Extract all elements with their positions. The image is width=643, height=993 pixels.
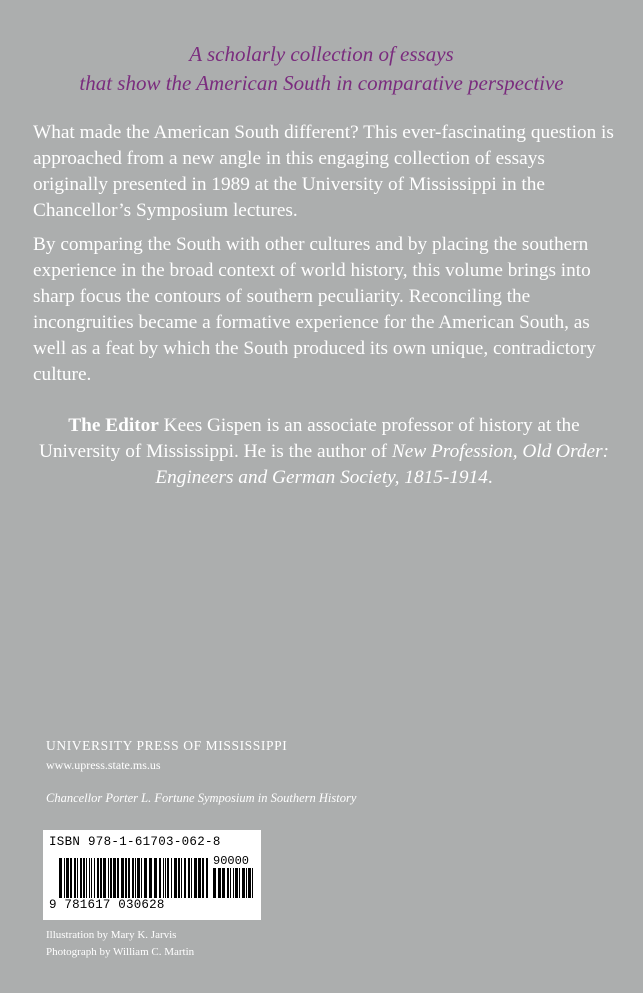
editor-label: The Editor bbox=[68, 415, 159, 436]
barcode-bar bbox=[246, 868, 247, 898]
barcode-bar bbox=[233, 868, 234, 898]
barcode-bar bbox=[77, 858, 78, 898]
barcode-bar bbox=[242, 868, 245, 898]
barcode-bar bbox=[163, 858, 164, 898]
barcode-bar bbox=[188, 858, 190, 898]
barcode-bar bbox=[74, 858, 76, 898]
barcode-bar bbox=[89, 858, 90, 898]
editor-end: . bbox=[487, 467, 493, 488]
barcode-bar bbox=[167, 858, 169, 898]
barcode-bar bbox=[191, 858, 192, 898]
description-paragraph-1: What made the American South different? This ever-fascinating question is approached from a new angle in this engaging collection of essays originally presented in 1989 at the University of Mississippi in the Chancellor’s Symposium lectures. bbox=[33, 122, 614, 221]
barcode-bar bbox=[184, 858, 186, 898]
barcode-bar bbox=[94, 858, 95, 898]
barcode-bar bbox=[128, 858, 130, 898]
barcode-bar bbox=[97, 858, 99, 898]
barcode-bar bbox=[235, 868, 238, 898]
publisher-name: UNIVERSITY PRESS OF MISSISSIPPI bbox=[46, 738, 288, 753]
tagline bbox=[0, 40, 643, 98]
barcode-digits: 9 781617 030628 bbox=[49, 898, 165, 912]
barcode-bar bbox=[80, 858, 82, 898]
photograph-credit: Photograph by William C. Martin bbox=[46, 946, 195, 958]
barcode-bar bbox=[70, 858, 72, 898]
barcode-bar bbox=[227, 868, 229, 898]
isbn-label: ISBN 978-1-61703-062-8 bbox=[49, 835, 221, 849]
barcode-bar bbox=[149, 858, 152, 898]
barcode-bar bbox=[206, 858, 208, 898]
barcode-bar bbox=[117, 858, 119, 898]
barcode-bar bbox=[91, 858, 92, 898]
credits bbox=[46, 927, 194, 961]
barcode-bar bbox=[135, 858, 136, 898]
barcode-bar bbox=[218, 868, 221, 898]
barcode-bar bbox=[141, 858, 142, 898]
barcode-bar bbox=[144, 858, 147, 898]
barcode-bar bbox=[248, 868, 251, 898]
barcode-bar bbox=[137, 858, 140, 898]
editor-bio bbox=[33, 413, 615, 491]
barcode-bar bbox=[222, 868, 225, 898]
barcode-bar bbox=[113, 858, 116, 898]
description bbox=[33, 120, 615, 396]
barcode-bar bbox=[194, 858, 197, 898]
description-paragraph-2: By comparing the South with other cultures and by placing the southern experience in the broad context of world history, this volume brings into sharp focus the contours of southern peculiarity. Reconciling the incongruities became a formative experience for the American South, as well as a feat by which the South produced its own unique, contradictory culture. bbox=[33, 234, 596, 385]
barcode-bar bbox=[103, 858, 106, 898]
editor-text: Kees Gispen is an associate professor of history at the University of Mississippi. He is the author of bbox=[38, 415, 580, 462]
barcode-bar bbox=[178, 858, 180, 898]
barcode-bar bbox=[132, 858, 134, 898]
barcode bbox=[43, 830, 261, 920]
barcode-bar bbox=[202, 858, 204, 898]
barcode-bars bbox=[59, 858, 209, 898]
barcode-bar bbox=[110, 858, 112, 898]
barcode-bar bbox=[64, 858, 65, 898]
editor-book-title: New Profession, Old Order: Engineers and German Society, 1815-1914 bbox=[155, 441, 610, 488]
publisher-url[interactable]: www.upress.state.ms.us bbox=[46, 758, 161, 772]
barcode-bar bbox=[174, 858, 177, 898]
tagline-line-1: A scholarly collection of essays bbox=[189, 42, 454, 66]
illustration-credit: Illustration by Mary K. Jarvis bbox=[46, 929, 177, 941]
barcode-bar bbox=[125, 858, 127, 898]
series-title: Chancellor Porter L. Fortune Symposium in Southern History bbox=[46, 791, 357, 805]
barcode-bar bbox=[171, 858, 172, 898]
barcode-bar bbox=[83, 858, 85, 898]
barcode-addon-bars bbox=[213, 868, 255, 898]
barcode-bar bbox=[66, 858, 69, 898]
barcode-bar bbox=[239, 868, 240, 898]
barcode-bar bbox=[252, 868, 253, 898]
barcode-bar bbox=[59, 858, 62, 898]
barcode-bar bbox=[181, 858, 182, 898]
barcode-bar bbox=[198, 858, 201, 898]
barcode-bar bbox=[86, 858, 87, 898]
barcode-bar bbox=[121, 858, 124, 898]
barcode-bar bbox=[108, 858, 109, 898]
barcode-bar bbox=[213, 868, 216, 898]
tagline-line-2: that show the American South in comparative perspective bbox=[79, 71, 564, 95]
barcode-bar bbox=[165, 858, 166, 898]
barcode-bar bbox=[159, 858, 161, 898]
barcode-bar bbox=[154, 858, 157, 898]
price-code: 90000 bbox=[213, 854, 250, 868]
barcode-bar bbox=[230, 868, 231, 898]
barcode-bar bbox=[100, 858, 102, 898]
